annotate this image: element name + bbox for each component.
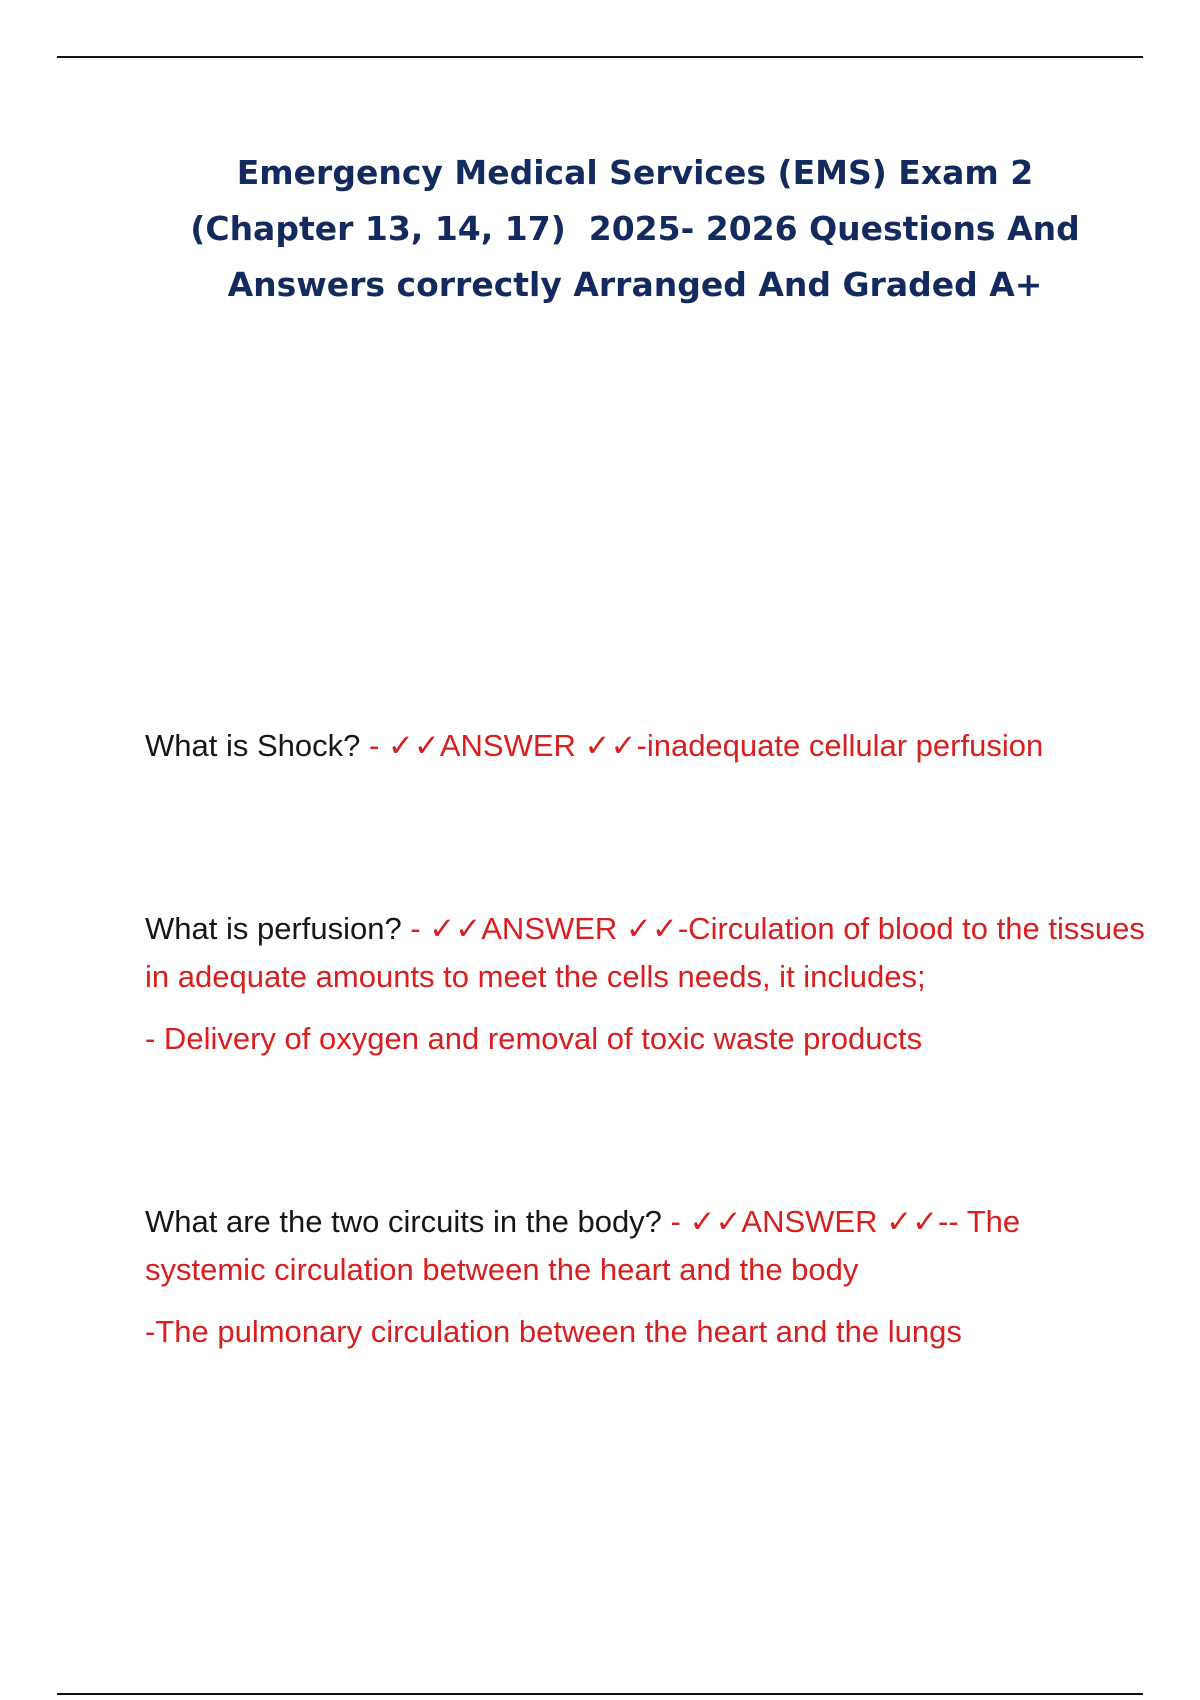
title-line-3: Answers correctly Arranged And Graded A+: [227, 265, 1043, 304]
top-rule: [57, 56, 1143, 58]
qa-item-shock: [145, 722, 1145, 770]
answer-text: - ✓✓ANSWER ✓✓-inadequate cellular perfusion: [360, 728, 1044, 763]
answer-text: - ✓✓ANSWER ✓✓-- The systemic circulation between the heart and the body: [145, 1204, 1021, 1287]
qa-paragraph: [145, 905, 1145, 1001]
qa-paragraph: [145, 1198, 1145, 1294]
question-text: What is perfusion?: [145, 911, 402, 946]
question-text: What are the two circuits in the body?: [145, 1204, 662, 1239]
question-text: What is Shock?: [145, 728, 361, 763]
qa-item-perfusion: [145, 905, 1145, 1063]
document-title: [120, 145, 1150, 313]
title-line-1: Emergency Medical Services (EMS) Exam 2: [236, 153, 1034, 192]
answer-extra-line: - Delivery of oxygen and removal of toxic waste products: [145, 1021, 923, 1056]
title-line-2: (Chapter 13, 14, 17) 2025- 2026 Questions And: [190, 209, 1080, 248]
bottom-rule: [57, 1693, 1143, 1695]
qa-item-circuits: [145, 1198, 1145, 1356]
answer-extra-line: -The pulmonary circulation between the heart and the lungs: [145, 1314, 962, 1349]
answer-text: - ✓✓ANSWER ✓✓-Circulation of blood to the tissues in adequate amounts to meet the cells needs, it includes;: [145, 911, 1145, 994]
qa-paragraph: [145, 722, 1145, 770]
